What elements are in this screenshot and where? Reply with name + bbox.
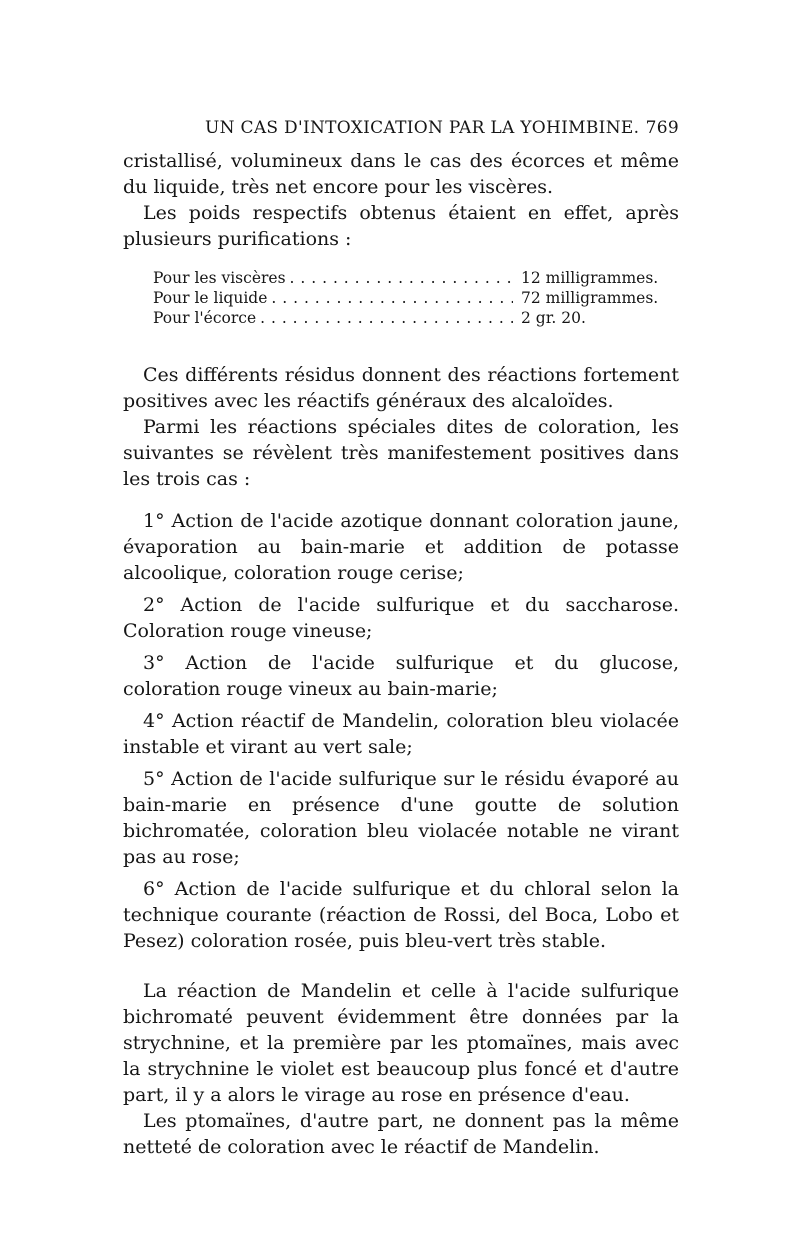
weight-value: 72 milligrammes. (513, 288, 653, 308)
reaction-item: 1° Action de l'acide azotique donnant coloration jaune, évaporation au bain-marie et addition de potasse alcoolique, coloration rouge cerise; (123, 510, 679, 584)
weight-label: Pour les viscères (153, 269, 286, 287)
reaction-item: 6° Action de l'acide sulfurique et du chloral selon la technique courante (réaction de Rossi, del Boca, Lobo et Pesez) coloration rosée, puis bleu-vert très stable. (123, 878, 679, 952)
weight-value: 2 gr. 20. (513, 308, 653, 328)
paragraph-3: Ces différents résidus donnent des réactions fortement positives avec les réactifs généraux des alcaloïdes. (123, 364, 679, 412)
paragraph-6: Les ptomaïnes, d'autre part, ne donnent pas la même netteté de coloration avec le réactif de Mandelin. (123, 1110, 679, 1158)
reaction-item: 5° Action de l'acide sulfurique sur le résidu évaporé au bain-marie en présence d'une goutte de solution bichromatée, coloration bleu violacée notable ne virant pas au rose; (123, 768, 679, 868)
weight-row-liquid (153, 288, 659, 308)
weight-row-viscera (153, 268, 659, 288)
reaction-item: 3° Action de l'acide sulfurique et du glucose, coloration rouge vineux au bain-marie; (123, 652, 679, 700)
paragraph-5: La réaction de Mandelin et celle à l'acide sulfurique bichromaté peuvent évidemment être données par la strychnine, et la première par les ptomaïnes, mais avec la strychnine le violet est beaucoup plus foncé et d'autre part, il y a alors le virage au rose en présence d'eau. (123, 980, 679, 1106)
paragraph-4: Parmi les réactions spéciales dites de coloration, les suivantes se révèlent très manifestement positives dans les trois cas : (123, 416, 679, 490)
page-number: 769 (645, 118, 679, 138)
weight-label: Pour le liquide (153, 289, 268, 307)
weight-label: Pour l'écorce (153, 309, 257, 327)
weight-row-bark (153, 308, 653, 328)
weight-value: 12 milligrammes. (513, 268, 653, 288)
paragraph-1: cristallisé, volumineux dans le cas des écorces et même du liquide, très net encore pour les viscères. (123, 150, 679, 198)
running-title: UN CAS D'INTOXICATION PAR LA YOHIMBINE. (205, 118, 640, 138)
reaction-item: 4° Action réactif de Mandelin, coloration bleu violacée instable et virant au vert sale; (123, 710, 679, 758)
paragraph-2: Les poids respectifs obtenus étaient en effet, après plusieurs purifications : (123, 202, 679, 250)
running-header (123, 118, 679, 148)
document-page (123, 118, 679, 1160)
reaction-item: 2° Action de l'acide sulfurique et du saccharose. Coloration rouge vineuse; (123, 594, 679, 642)
weights-list (153, 268, 659, 328)
